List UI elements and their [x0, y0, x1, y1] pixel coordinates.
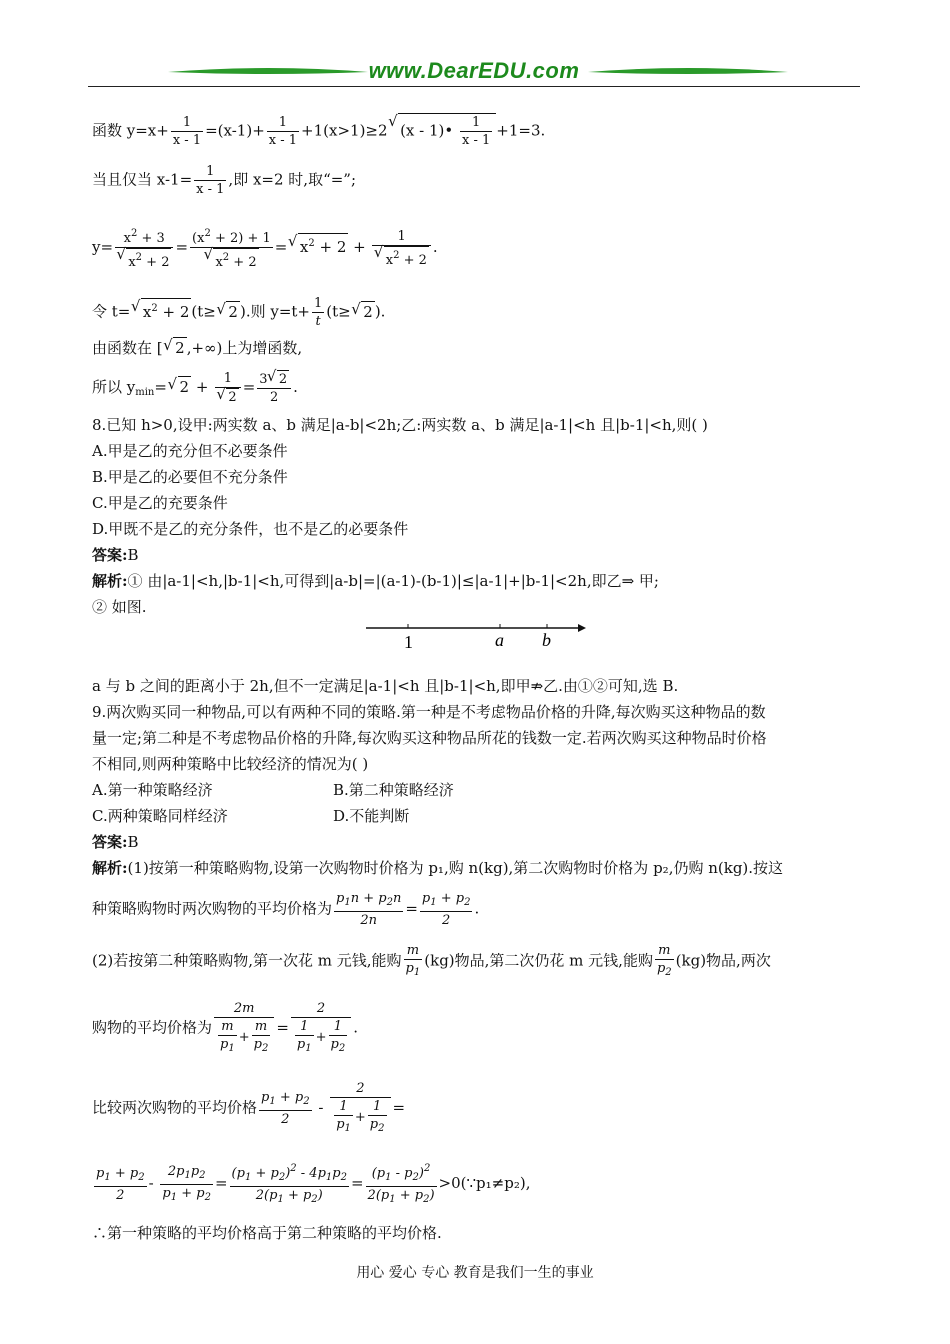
page-header: [88, 56, 860, 92]
fraction: $\frac{1}{x - 1}$: [268, 115, 298, 148]
formula-line-2: 当且仅当 x-1= $\frac{1}{x - 1}$ ,即 x=2 时,取“=”;: [92, 164, 357, 197]
q8-stem: 8.已知 h>0,设甲:两实数 a、b 满足|a-b|<2h;乙:两实数 a、b 满足|a-1|<h 且|b-1|<h,则( ): [92, 416, 708, 434]
page-footer: 用心 爱心 专心 教育是我们一生的事业: [356, 1265, 594, 1281]
q9-analysis-5: 比较两次购物的平均价格 $\frac{p_1 + p_2}{2}$ - 2 $\frac{1}{p_1}$ + $\frac{1}{p_2}$ =: [92, 1081, 406, 1134]
q9-stem-2: 量一定;第二种是不考虑物品价格的升降,每次购买这种物品所花的钱数一定.若两次购买这种物品时价格: [92, 729, 767, 747]
q8-option-c: C.甲是乙的充要条件: [92, 494, 228, 512]
formula-line-6: 所以 $y_{min}=$ √ 2 + 1 √ 2 = $\frac{3 √ 2}{2}$ .: [92, 370, 298, 406]
q9-analysis-1: 解析:(1)按第一种策略购物,设第一次购物时价格为 p₁,购 n(kg),第二次购物时价格为 p₂,仍购 n(kg).按这: [92, 859, 784, 877]
site-logo: www.DearEDU.com: [368, 58, 580, 83]
sqrt-expression: √ (x - 1)• $\frac{1}{x - 1}$: [398, 113, 496, 149]
q9-option-b: B.第二种策略经济: [333, 781, 454, 799]
q9-option-a: A.第一种策略经济: [92, 781, 213, 799]
q9-conclusion: ∴第一种策略的平均价格高于第二种策略的平均价格.: [92, 1224, 442, 1242]
q8-option-d: D.甲既不是乙的充分条件，也不是乙的必要条件: [92, 520, 409, 538]
formula-line-4: 令 t= √ $x^2 + 2$ (t≥ √ 2 ).则 y=t+ $\frac{1}{t}$ (t≥ √ 2 ).: [92, 295, 385, 330]
text-line-5: 由函数在 [ √ 2 ,+∞)上为增函数,: [92, 337, 302, 358]
q9-analysis-6: $\frac{p_1 + p_2}{2}$ - $\frac{2p_1p_2}{p_1 + p_2}$ = $\frac{(p_1 + p_2)^2 - 4p_1p_2}{2(p_1 + p_2)}$ = $\frac{(p_1 - p_2)^2}{2(p_1 + p_2)}$ >0(∵p₁≠p₂),: [92, 1160, 530, 1208]
numline-label-a: a: [495, 630, 504, 650]
q8-answer: 答案:B: [92, 546, 139, 564]
q9-analysis-3: (2)若按第二种策略购物,第一次花 m 元钱,能购 $\frac{m}{p_1}$ (kg)物品,第二次仍花 m 元钱,能购 $\frac{m}{p_2}$ (kg)物品,两次: [92, 943, 771, 978]
q9-analysis-2: 种策略购物时两次购物的平均价格为 $\frac{p_1n + p_2n}{2n}$ = $\frac{p_1 + p_2}{2}$ .: [92, 891, 480, 928]
q8-option-b: B.甲是乙的必要但不充分条件: [92, 468, 288, 486]
formula-line-3: y= $x^2 + 3$ √ $x^2 + 2$ = $(x^2 + 2) + 1$ √ $x^2 + 2$ = √ $x^2 + 2$ + 1 √ $x^2 + 2$ .: [92, 225, 438, 271]
numline-label-1: 1: [404, 632, 413, 650]
q9-option-d: D.不能判断: [333, 807, 410, 825]
q8-option-a: A.甲是乙的充分但不必要条件: [92, 442, 288, 460]
numline-label-b: b: [542, 630, 551, 650]
q8-analysis-1: 解析:① 由|a-1|<h,|b-1|<h,可得到|a-b|=|(a-1)-(b-1)|≤|a-1|+|b-1|<2h,即乙⇒ 甲;: [92, 572, 659, 590]
q9-analysis-4: 购物的平均价格为 2m $\frac{m}{p_1}$ + $\frac{m}{p_2}$ = 2 $\frac{1}{p_1}$ + $\frac{1}{p_2}$ .: [92, 1001, 358, 1054]
q9-stem-3: 不相同,则两种策略中比较经济的情况为( ): [92, 755, 369, 773]
header-rule: [88, 86, 860, 87]
formula-line-1: 函数 y=x+ $\frac{1}{x - 1}$ =(x-1)+ $\frac{1}{x - 1}$ +1(x>1)≥2 √ (x - 1)• $\frac{1}{x - 1}$ +1=3.: [92, 113, 545, 149]
q9-answer: 答案:B: [92, 833, 139, 851]
number-line-figure: [366, 620, 586, 650]
q8-analysis-3: a 与 b 之间的距离小于 2h,但不一定满足|a-1|<h 且|b-1|<h,即甲⇏乙.由①②可知,选 B.: [92, 677, 679, 695]
q9-stem-1: 9.两次购买同一种物品,可以有两种不同的策略.第一种是不考虑物品价格的升降,每次购买这种物品的数: [92, 703, 766, 721]
q9-option-c: C.两种策略同样经济: [92, 807, 228, 825]
q8-analysis-2: ② 如图.: [92, 598, 147, 616]
fraction: $\frac{1}{x - 1}$: [172, 115, 202, 148]
